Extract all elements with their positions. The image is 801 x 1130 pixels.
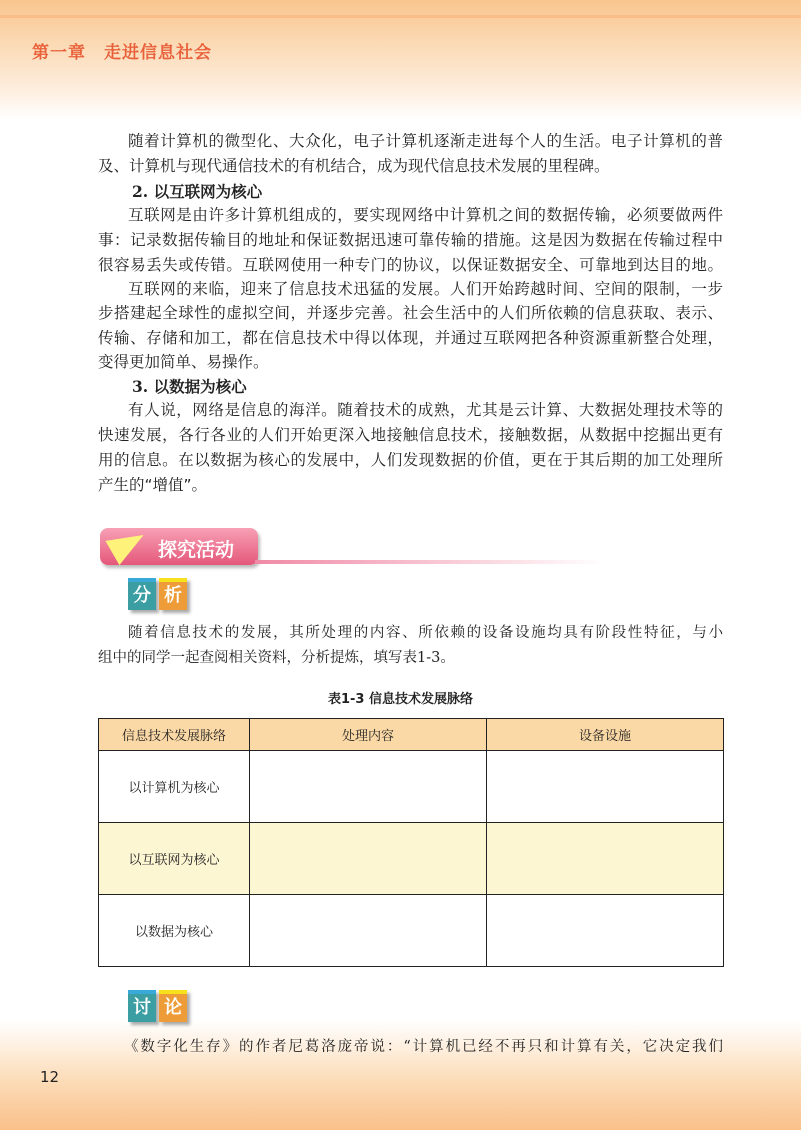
table-cell[interactable] bbox=[487, 823, 724, 895]
paragraph-line: 产生的“增值”。 bbox=[98, 476, 208, 494]
discuss-block-1: 讨 bbox=[128, 990, 156, 1022]
paragraph-line: 步搭建起全球性的虚拟空间，并逐步完善。社会生活中的人们所依赖的信息获取、表示、 bbox=[98, 304, 723, 322]
paragraph-line: 事：记录数据传输目的地址和保证数据迅速可靠传输的措施。这是因为数据在传输过程中 bbox=[98, 231, 723, 249]
table-caption: 表1-3 信息技术发展脉络 bbox=[327, 692, 473, 707]
table-cell[interactable] bbox=[250, 895, 487, 967]
table-row bbox=[99, 823, 724, 895]
analyze-block-2: 析 bbox=[159, 578, 187, 610]
activity-banner bbox=[100, 528, 258, 565]
paragraph-line: 传输、存储和加工，都在信息技术中得以体现，并通过互联网把各种资源重新整合处理， bbox=[98, 329, 723, 347]
section-heading: 3. 以数据为核心 bbox=[132, 377, 247, 396]
table-header: 信息技术发展脉络 bbox=[99, 719, 250, 751]
table-cell: 以计算机为核心 bbox=[99, 751, 250, 823]
table-cell[interactable] bbox=[250, 751, 487, 823]
table-cell[interactable] bbox=[487, 895, 724, 967]
paragraph-line: 有人说，网络是信息的海洋。随着技术的成熟，尤其是云计算、大数据处理技术等的 bbox=[128, 401, 723, 419]
paragraph-line: 组中的同学一起查阅相关资料，分析提炼，填写表1-3。 bbox=[98, 650, 455, 666]
table-header: 设备设施 bbox=[487, 719, 724, 751]
paragraph-line: 快速发展，各行各业的人们开始更深入地接触信息技术，接触数据，从数据中挖掘出更有 bbox=[98, 426, 723, 444]
header-decoration bbox=[0, 15, 801, 18]
paragraph-line: 变得更加简单、易操作。 bbox=[98, 353, 269, 371]
table-cell: 以数据为核心 bbox=[99, 895, 250, 967]
paper-plane-icon bbox=[105, 523, 150, 565]
banner-divider bbox=[255, 560, 605, 564]
table-cell: 以互联网为核心 bbox=[99, 823, 250, 895]
analyze-block-1: 分 bbox=[128, 578, 156, 610]
paragraph-line: 随着计算机的微型化、大众化，电子计算机逐渐走进每个人的生活。电子计算机的普 bbox=[128, 132, 723, 150]
table-cell[interactable] bbox=[487, 751, 724, 823]
paragraph-line: 及、计算机与现代通信技术的有机结合，成为现代信息技术发展的里程碑。 bbox=[98, 157, 610, 175]
paragraph-line: 很容易丢失或传错。互联网使用一种专门的协议，以保证数据安全、可靠地到达目的地。 bbox=[98, 256, 723, 274]
table-row bbox=[99, 751, 724, 823]
section-heading: 2. 以互联网为核心 bbox=[132, 182, 263, 201]
chapter-title: 走进信息社会 bbox=[104, 43, 212, 63]
table-row bbox=[99, 895, 724, 967]
table-header: 处理内容 bbox=[250, 719, 487, 751]
discuss-block-2: 论 bbox=[159, 990, 187, 1022]
chapter-number: 第一章 bbox=[32, 43, 86, 63]
table-cell[interactable] bbox=[250, 823, 487, 895]
paragraph-line: 互联网是由许多计算机组成的，要实现网络中计算机之间的数据传输，必须要做两件 bbox=[128, 206, 723, 224]
paragraph-line: 互联网的来临，迎来了信息技术迅猛的发展。人们开始跨越时间、空间的限制，一步 bbox=[128, 280, 723, 298]
paragraph-line: 随着信息技术的发展，其所处理的内容、所依赖的设备设施均具有阶段性特征，与小 bbox=[128, 625, 723, 641]
activity-banner-title: 探究活动 bbox=[158, 539, 235, 561]
paragraph-line: 用的信息。在以数据为核心的发展中，人们发现数据的价值，更在于其后期的加工处理所 bbox=[98, 451, 723, 469]
chapter-header bbox=[32, 38, 212, 63]
page-number: 12 bbox=[40, 1068, 60, 1086]
paragraph-line: 《数字化生存》的作者尼葛洛庞帝说：“计算机已经不再只和计算有关，它决定我们 bbox=[124, 1039, 723, 1055]
development-table bbox=[98, 718, 724, 967]
